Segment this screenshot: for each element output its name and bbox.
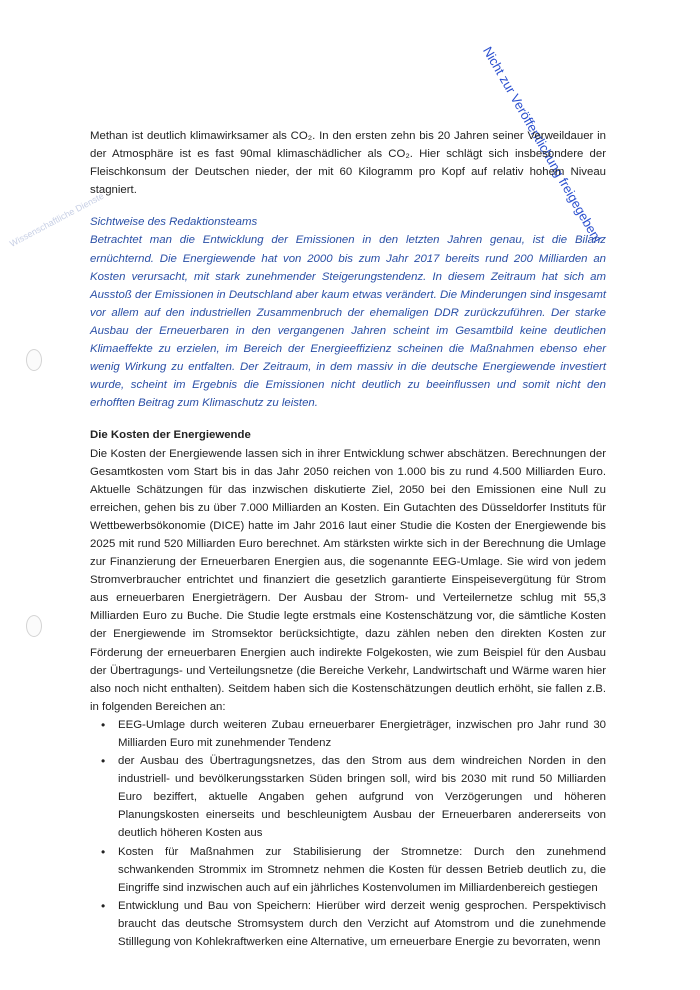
- release-stamp: Nicht zur Veröffentlichung freigegeben!: [480, 44, 605, 246]
- costs-paragraph: Die Kosten der Energiewende lassen sich in ihrer Entwicklung schwer abschätzen. Berechnungen der Gesamtkosten vom Start bis in das Jahr 2050 reichen von 1.000 bis zu rund 4.500 Milliarden Euro. Aktuelle Schätzungen für das inzwischen diskutierte Ziel, 2050 bei den Emissionen eine Null zu erreichen, gehen bis zu über 7.000 Milliarden an Kosten. Ein Gutachten des Düsseldorfer Instituts für Wettbewerbsökonomie (DICE) hatte im Jahr 2016 laut einer Studie die Kosten der Energiewende bis 2025 mit rund 520 Milliarden Euro berechnet. Am stärksten wirkte sich in der Berechnung die Umlage zur Finanzierung der Erneuerbaren Energien aus, die sogenannte EEG-Umlage. Sie wird von jedem Stromverbraucher entrichtet und finanziert die gesetzlich garantierte Einspeisevergütung für Strom aus erneuerbaren Energieträgern. Der Ausbau der Strom- und Verteilernetze schlug mit 55,3 Milliarden Euro zu Buche. Die Studie legte erstmals eine Kostenschätzung vor, die sämtliche Kosten der Energiewende im Stromsektor berücksichtigte, dazu zählen neben den direkten Kosten zur Förderung der erneuerbaren Energien auch indirekte Folgekosten, wie zum Beispiel für den Ausbau der Übertragungs- und Verteilungsnetze (die Bereiche Verkehr, Landwirtschaft und Wärme waren hier also noch nicht enthalten). Seitdem haben sich die Kostenschätzungen deutlich erhöht, sie fallen z.B. in folgenden Bereichen an:: [90, 447, 606, 713]
- bullet-icon: •: [101, 898, 106, 913]
- list-item: [90, 843, 606, 897]
- bullet-icon: •: [101, 754, 106, 769]
- cost-bullet-list: [90, 716, 606, 951]
- list-item-text: Kosten für Maßnahmen zur Stabilisierung der Stromnetze: Durch den zunehmend schwankenden Strommix im Stromnetz nehmen die Kosten für dessen Betrieb deutlich zu, die Eingriffe sind inzwischen auch auf ein jährliches Kostenvolumen im Milliardenbereich gestiegen: [118, 845, 606, 894]
- list-item-text: der Ausbau des Übertragungsnetzes, das den Strom aus dem windreichen Norden in den industriell- und bevölkerungsstarken Süden bringen soll, wird bis 2030 mit rund 50 Milliarden Euro beziffert, aktuelle Angaben gehen aufgrund von Verzögerungen und höheren Planungskosten einerseits und beschleunigtem Ausbau der Erneuerbaren andererseits von deutlich höheren Kosten aus: [118, 755, 606, 840]
- punch-hole-bottom: [26, 615, 42, 637]
- editorial-label: Sichtweise des Redaktionsteams: [90, 216, 258, 229]
- faint-stamp: Wissenschaftliche Dienste: [8, 190, 106, 249]
- bullet-icon: •: [101, 717, 106, 732]
- list-item: [90, 897, 606, 951]
- editorial-paragraph: Betrachtet man die Entwicklung der Emissionen in den letzten Jahren genau, ist die Bilanz ernüchternd. Die Energiewende hat von 2000 bis zum Jahr 2017 bereits rund 200 Milliarden an Kosten verursacht, mit stark zunehmender Steigerungstendenz. In diesem Zeitraum hat sich am Ausstoß der Emissionen in Deutschland aber kaum etwas verändert. Die Minderungen sind insgesamt vor allem auf den industriellen Zusammenbruch der ehemaligen DDR zurückzuführen. Der starke Ausbau der Erneuerbaren in den vergangenen Jahren scheint im Gesamtbild keine deutlichen Klimaeffekte zu erzielen, im Bereich der Energieeffizienz scheinen die Maßnahmen ebenso eher wenig Wirkung zu entfalten. Der Zeitraum, in dem massiv in die deutsche Energiewende investiert wurde, scheint im Ergebnis die Emissionen nicht deutlich zu beeinflussen und somit nicht den erhofften Beitrag zum Klimaschutz zu leisten.: [90, 234, 606, 410]
- list-item: [90, 716, 606, 752]
- document-body: [90, 127, 606, 951]
- list-item-text: Entwicklung und Bau von Speichern: Hierüber wird derzeit wenig gesprochen. Perspektivisch braucht das deutsche Stromsystem durch den Verzicht auf Atomstrom und die zunehmende Stilllegung von Kohlekraftwerken eine Alternative, um erneuerbare Energie zu bevorraten, wenn: [118, 899, 606, 949]
- punch-hole-top: [26, 349, 42, 371]
- section-heading: Die Kosten der Energiewende: [90, 429, 251, 442]
- bullet-icon: •: [101, 844, 106, 859]
- intro-paragraph: Methan ist deutlich klimawirksamer als CO₂. In den ersten zehn bis 20 Jahren seiner Verweildauer in der Atmosphäre ist es fast 90mal klimaschädlicher als CO₂. Hier schlägt sich insbesondere der Fleischkonsum der Deutschen nieder, der mit 60 Kilogramm pro Kopf auf relativ hohem Niveau stagniert.: [90, 130, 606, 197]
- list-item: [90, 752, 606, 842]
- list-item-text: EEG-Umlage durch weiteren Zubau erneuerbarer Energieträger, inzwischen pro Jahr rund 30 Milliarden Euro mit zunehmender Tendenz: [118, 718, 606, 749]
